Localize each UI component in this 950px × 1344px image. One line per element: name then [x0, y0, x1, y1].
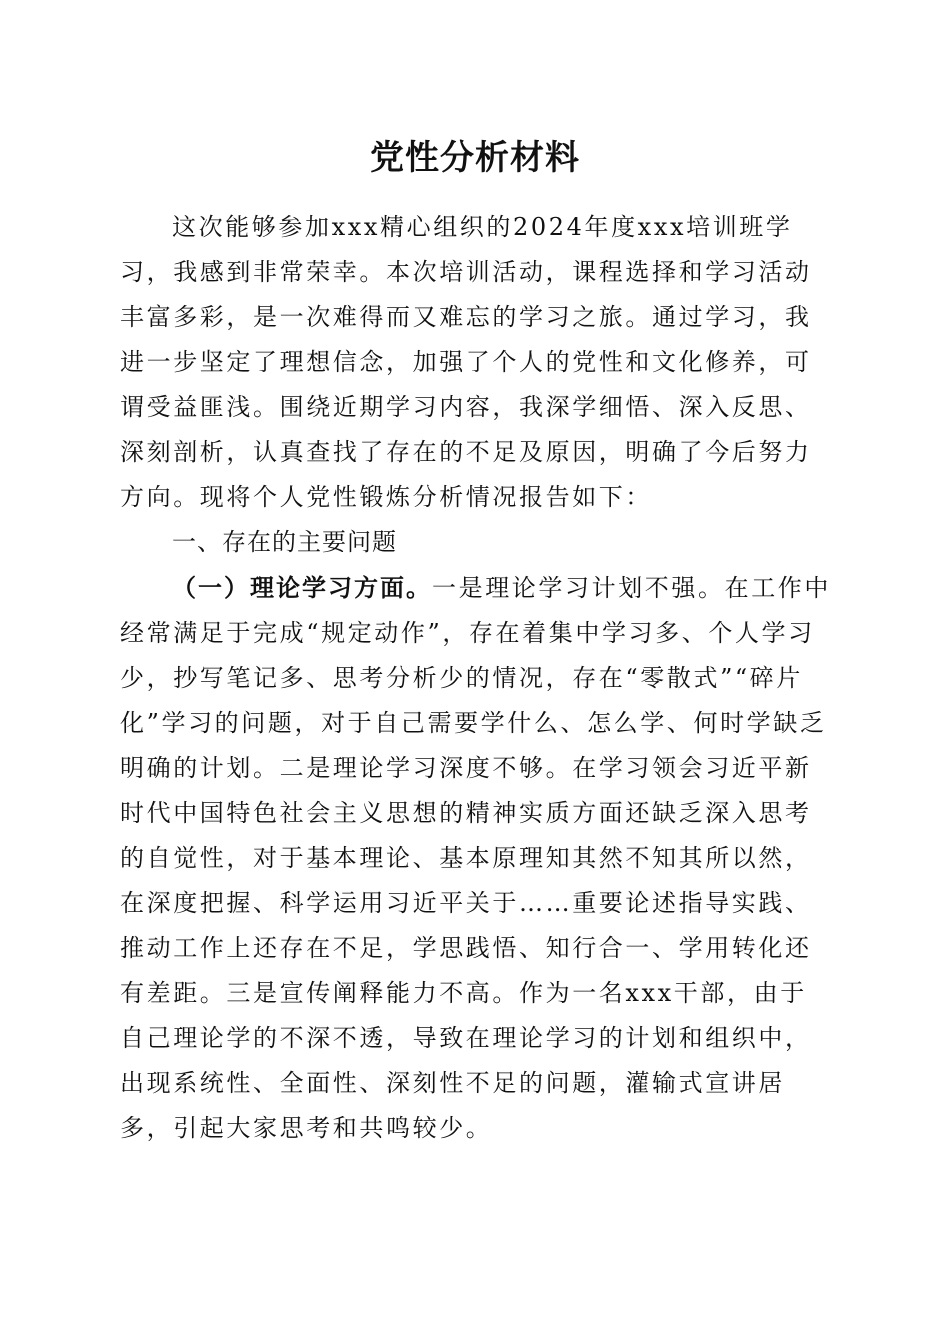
- section-heading: 一、存在的主要问题: [172, 528, 397, 556]
- document-title: 党性分析材料: [370, 138, 580, 178]
- subsection-paragraph: [120, 565, 832, 1151]
- subsection-heading: （一）理论学习方面。: [172, 573, 432, 602]
- document-body: [120, 205, 832, 1151]
- subsection-body: 一是理论学习计划不强。在工作中经常满足于完成“规定动作”，存在着集中学习多、个人学习少，抄写笔记多、思考分析少的情况，存在“零散式”“碎片化”学习的问题，对于自己需要学什么、怎么学、何时学缺乏明确的计划。二是理论学习深度不够。在学习领会习近平新时代中国特色社会主义思想的精神实质方面还缺乏深入思考的自觉性，对于基本理论、基本原理知其然不知其所以然，在深度把握、科学运用习近平关于……重要论述指导实践、推动工作上还存在不足，学思践悟、知行合一、学用转化还有差距。三是宣传阐释能力不高。作为一名xxx干部，由于自己理论学的不深不透，导致在理论学习的计划和组织中，出现系统性、全面性、深刻性不足的问题，灌输式宣讲居多，引起大家思考和共鸣较少。: [120, 574, 831, 1142]
- intro-paragraph: 这次能够参加xxx精心组织的2024年度xxx培训班学习，我感到非常荣幸。本次培训活动，课程选择和学习活动丰富多彩，是一次难得而又难忘的学习之旅。通过学习，我进一步坚定了理想信念，加强了个人的党性和文化修养，可谓受益匪浅。围绕近期学习内容，我深学细悟、深入反思、深刻剖析，认真查找了存在的不足及原因，明确了今后努力方向。现将个人党性锻炼分析情况报告如下：: [120, 213, 812, 511]
